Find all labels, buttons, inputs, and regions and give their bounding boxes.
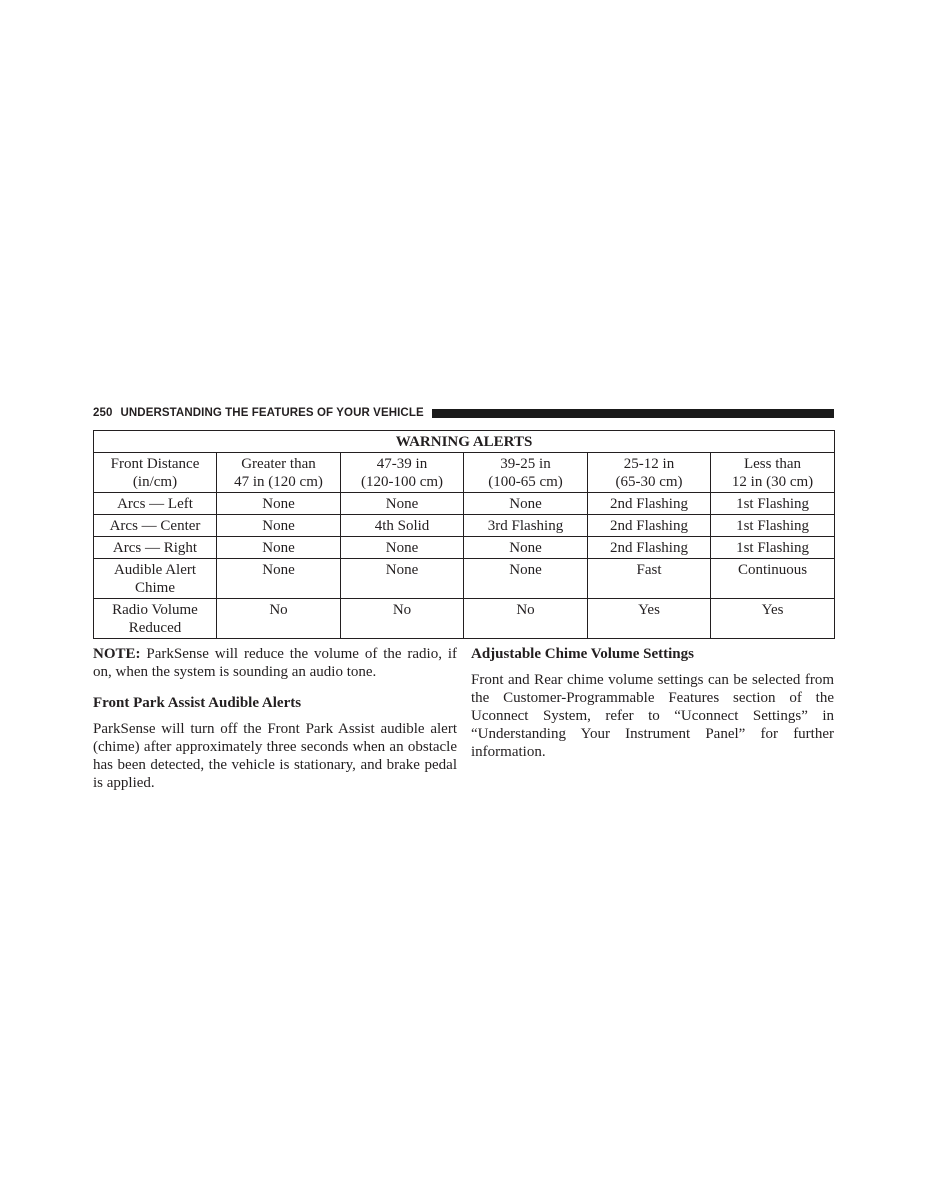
table-cell: None	[217, 515, 341, 537]
cell-text: Front Distance	[110, 456, 200, 472]
cell-text: Chime	[135, 580, 175, 596]
note-label: NOTE:	[93, 646, 141, 662]
table-cell: 3rd Flashing	[464, 515, 588, 537]
column-header	[217, 453, 341, 493]
row-label	[94, 559, 217, 599]
cell-text: 39-25 in	[500, 456, 551, 472]
cell-text: 47 in (120 cm)	[234, 474, 323, 490]
table-cell: 1st Flashing	[711, 493, 835, 515]
column-header	[588, 453, 711, 493]
table-cell: Continuous	[711, 559, 835, 599]
section-title: UNDERSTANDING THE FEATURES OF YOUR VEHICLE	[120, 407, 424, 419]
page-header	[93, 405, 834, 421]
table-cell: No	[464, 599, 588, 639]
body-paragraph-chime-volume: Front and Rear chime volume settings can be selected from the Customer-Programmable Features section of the Uconnect System, refer to “Uconnect Settings” in “Understanding Your Instrument Panel” for further information.	[471, 672, 834, 760]
cell-text: Reduced	[128, 620, 182, 636]
table-cell: None	[464, 537, 588, 559]
cell-text: Less than	[743, 456, 802, 472]
table-cell: None	[217, 493, 341, 515]
cell-text: Arcs — Right	[112, 540, 198, 556]
cell-text: Arcs — Left	[117, 496, 193, 512]
table-header-row	[94, 453, 835, 493]
table-cell: Fast	[588, 559, 711, 599]
table-cell: None	[341, 559, 464, 599]
cell-text: 47-39 in	[376, 456, 428, 472]
table-cell: Yes	[711, 599, 835, 639]
table-row	[94, 537, 835, 559]
cell-text: (65-30 cm)	[615, 474, 683, 490]
table-cell: Yes	[588, 599, 711, 639]
table-cell: 2nd Flashing	[588, 493, 711, 515]
cell-text: Arcs — Center	[109, 518, 201, 534]
table-cell: None	[464, 493, 588, 515]
table-title-row	[94, 431, 835, 453]
table-row	[94, 559, 835, 599]
column-header	[711, 453, 835, 493]
right-column	[471, 645, 834, 761]
section-heading-chime-volume: Adjustable Chime Volume Settings	[471, 646, 694, 662]
table-cell: None	[464, 559, 588, 599]
cell-text: Audible Alert	[113, 562, 197, 578]
table-cell: No	[341, 599, 464, 639]
warning-alerts-table	[93, 430, 835, 639]
row-label	[94, 493, 217, 515]
left-column	[93, 645, 457, 792]
table-cell: 1st Flashing	[711, 537, 835, 559]
cell-text: 25-12 in	[623, 456, 675, 472]
table-cell: 4th Solid	[341, 515, 464, 537]
cell-text: 12 in (30 cm)	[731, 474, 814, 490]
row-label	[94, 599, 217, 639]
table-title: WARNING ALERTS	[94, 431, 835, 453]
cell-text: Greater than	[241, 456, 316, 472]
table-cell: 2nd Flashing	[588, 537, 711, 559]
body-paragraph-front-park-assist: ParkSense will turn off the Front Park Assist audible alert (chime) after approximately three seconds when an obstacle has been detected, the vehicle is stationary, and brake pedal is applied.	[93, 721, 457, 791]
table-cell: 2nd Flashing	[588, 515, 711, 537]
table-cell: 1st Flashing	[711, 515, 835, 537]
note-text: ParkSense will reduce the volume of the radio, if on, when the system is sounding an audio tone.	[93, 646, 457, 680]
cell-text: (100-65 cm)	[488, 474, 563, 490]
cell-text: (in/cm)	[132, 474, 178, 490]
cell-text: (120-100 cm)	[360, 474, 444, 490]
page-number: 250	[93, 407, 113, 419]
section-heading-front-park-assist: Front Park Assist Audible Alerts	[93, 695, 302, 711]
column-header	[94, 453, 217, 493]
table-cell: None	[217, 537, 341, 559]
cell-text: Radio Volume	[112, 602, 198, 618]
row-label	[94, 515, 217, 537]
table-cell: No	[217, 599, 341, 639]
table-row	[94, 493, 835, 515]
table-row	[94, 515, 835, 537]
note-paragraph	[93, 645, 457, 681]
table-cell: None	[341, 493, 464, 515]
table-cell: None	[341, 537, 464, 559]
table-cell: None	[217, 559, 341, 599]
header-rule	[432, 409, 834, 418]
column-header	[464, 453, 588, 493]
row-label	[94, 537, 217, 559]
table-row	[94, 599, 835, 639]
column-header	[341, 453, 464, 493]
